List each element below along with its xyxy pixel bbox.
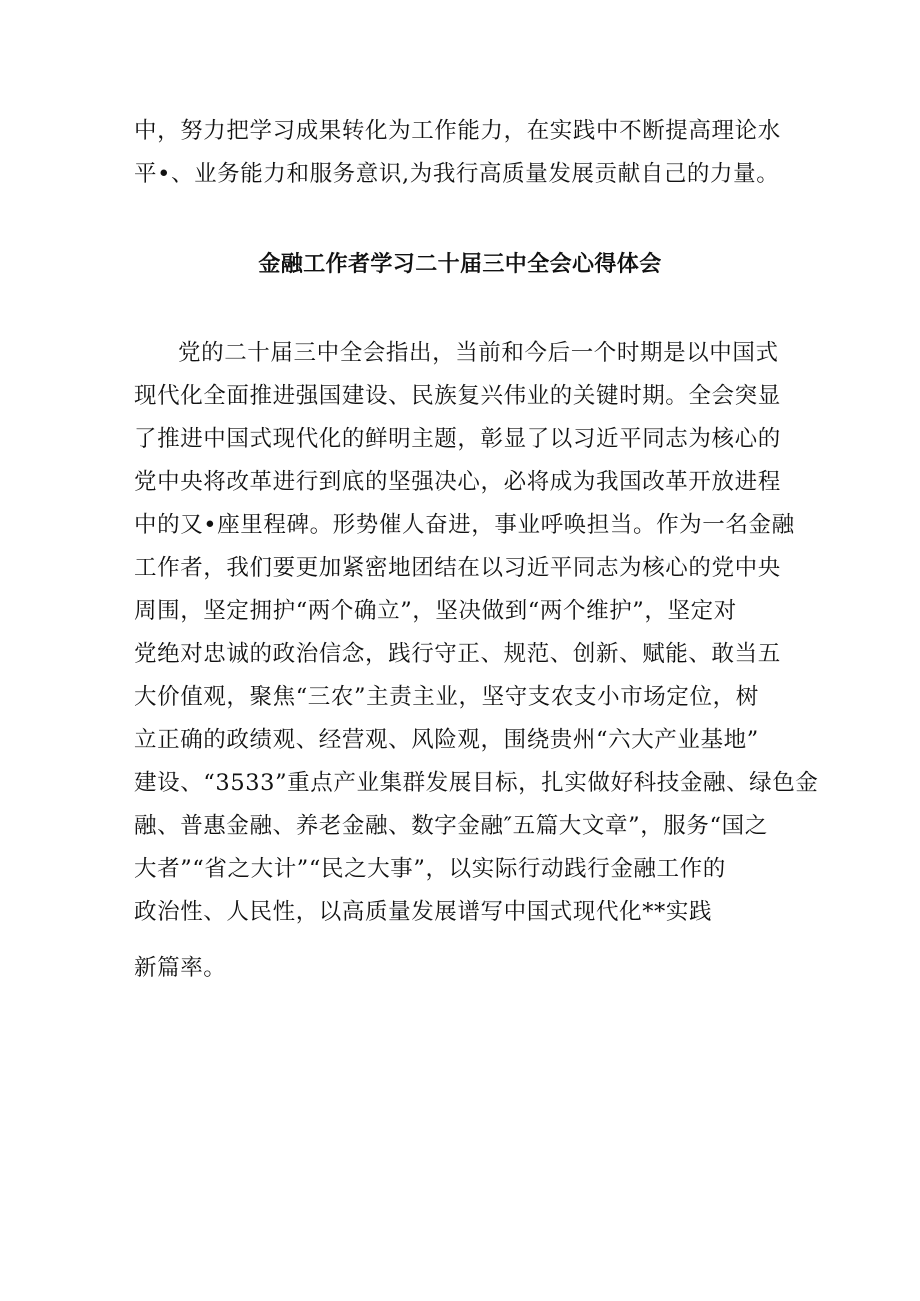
paragraph-line-2: 现代化全面推进强国建设、民族复兴伟业的关键时期。全会突显 <box>134 383 781 409</box>
paragraph-line-6: 工作者，我们要更加紧密地团结在以习近平同志为核心的党中央 <box>134 555 781 581</box>
paragraph-line-3: 了推进中国式现代化的鲜明主题，彰显了以习近平同志为核心的 <box>134 426 781 452</box>
paragraph-line-13: 大者”“省之大计”“民之大事”，以实际行动践行金融工作的 <box>134 856 726 882</box>
paragraph-trailing-line: 新篇率。 <box>134 955 227 981</box>
paragraph-line-7: 周围，坚定拥护“两个确立”，坚决做到“两个维护”，坚定对 <box>134 598 737 624</box>
article-title: 金融工作者学习二十届三中全会心得体会 <box>258 252 662 277</box>
continuation-line-1: 中，努力把学习成果转化为工作能力，在实践中不断提高理论水 <box>134 118 781 144</box>
paragraph-line-8: 党绝对忠诚的政治信念，践行守正、规范、创新、赋能、敢当五 <box>134 641 781 667</box>
paragraph-line-11: 建设、“3533”重点产业集群发展目标，扎实做好科技金融、绿色金 <box>134 770 819 796</box>
paragraph-line-10: 立正确的政绩观、经营观、风险观，围绕贵州“六大产业基地” <box>134 727 759 753</box>
continuation-line-2: 平•、业务能力和服务意识,为我行高质量发展贡献自己的力量。 <box>134 161 780 187</box>
paragraph-line-9: 大价值观，聚焦“三农”主责主业，坚守支农支小市场定位，树 <box>134 684 759 710</box>
paragraph-line-5: 中的又•座里程碑。形势催人奋进，事业呼唤担当。作为一名金融 <box>134 512 795 538</box>
paragraph-line-1: 党的二十届三中全会指出，当前和今后一个时期是以中国式 <box>178 340 779 366</box>
paragraph-line-4: 党中央将改革进行到底的坚强决心，必将成为我国改革开放进程 <box>134 469 781 495</box>
paragraph-line-14: 政治性、人民性，以高质量发展谱写中国式现代化**实践 <box>134 899 713 925</box>
paragraph-line-12: 融、普惠金融、养老金融、数字金融″五篇大文章”，服务“国之 <box>134 813 768 839</box>
